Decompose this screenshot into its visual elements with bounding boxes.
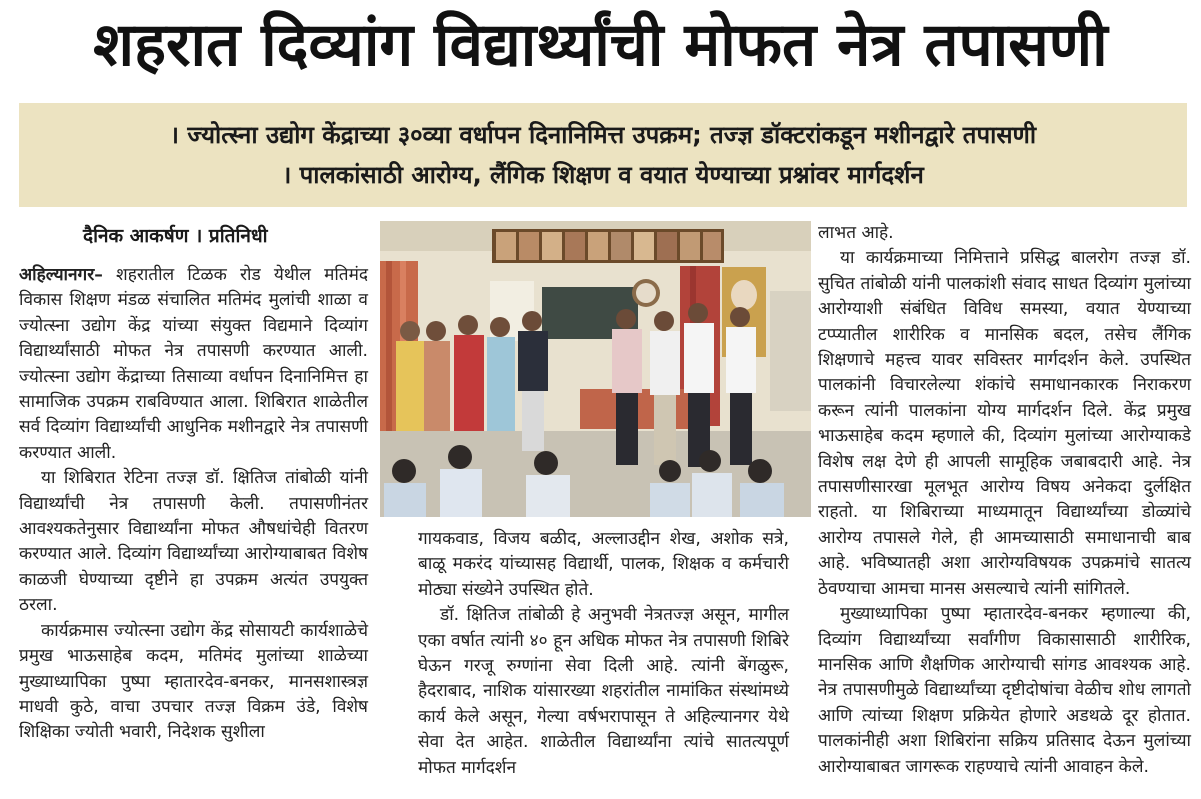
byline: दैनिक आकर्षण । प्रतिनिधी <box>83 225 268 247</box>
subheading-box <box>19 103 1187 207</box>
article-paragraph: मुख्याध्यापिका पुष्पा म्हातारदेव-बनकर म्हणाल्या की, दिव्यांग विद्यार्थ्यांच्या सर्वांगीण विकासासाठी शारीरिक, मानसिक आणि शैक्षणिक आरोग्याची सांगड आवश्यक आहे. नेत्र तपासणीमुळे विद्यार्थ्यांच्या दृष्टीदोषांचा वेळीच शोध लागतो आणि त्यांच्या शिक्षण प्रक्रियेत होणारे अडथळे दूर होतात. पालकांनीही अशा शिबिरांना सक्रिय प्रतिसाद देऊन मुलांच्या आरोग्याबाबत जागरूक राहण्याचे त्यांनी आवाहन केले. <box>818 604 1191 777</box>
article-paragraph: कार्यक्रमास ज्योत्स्ना उद्योग केंद्र सोसायटी कार्यशाळेचे प्रमुख भाऊसाहेब कदम, मतिमंद मुलांच्या शाळेच्या मुख्याध्यापिका पुष्पा म्हातारदेव-बनकर, मानसशास्त्रज्ञ माधवी कुठे, वाचा उपचार तज्ज्ञ विक्रम उंडे, विशेष शिक्षिका ज्योती भवारी, निदेशक सुशीला <box>19 620 368 743</box>
article-photo <box>380 221 811 517</box>
article-column-3 <box>818 221 1191 780</box>
photo-illustration <box>380 221 811 517</box>
subheading-line-2: । पालकांसाठी आरोग्य, लैंगिक शिक्षण व वयात येण्याच्या प्रश्नांवर मार्गदर्शन <box>282 161 924 189</box>
article-paragraph: या कार्यक्रमाच्या निमित्ताने प्रसिद्ध बालरोग तज्ज्ञ डॉ. सुचित तांबोळी यांनी पालकांशी संवाद साधत दिव्यांग मुलांच्या आरोग्याशी संबंधित विविध समस्या, वयात येण्याच्या टप्प्यातील शारीरिक व मानसिक बदल, तसेच लैंगिक शिक्षणाचे महत्त्व यावर सविस्तर मार्गदर्शन केले. उपस्थित पालकांनी विचारलेल्या शंकांचे समाधानकारक निराकरण करून त्यांनी पालकांना योग्य मार्गदर्शन दिले. केंद्र प्रमुख भाऊसाहेब कदम म्हणाले की, दिव्यांग मुलांच्या आरोग्याकडे विशेष लक्ष देणे ही आपली सामूहिक जबाबदारी आहे. नेत्र तपासणीसारखा मूलभूत आरोग्य विषय अनेकदा दुर्लक्षित राहतो. या शिबिराच्या माध्यमातून विद्यार्थ्यांच्या डोळ्यांचे आरोग्य तपासले गेले, ही आमच्यासाठी समाधानाची बाब आहे. भविष्यातही अशा आरोग्यविषयक उपक्रमांचे सातत्य ठेवण्याचा आमचा मानस असल्याचे त्यांनी सांगितले. <box>818 248 1191 599</box>
article-paragraph: या शिबिरात रेटिना तज्ज्ञ डॉ. क्षितिज तांबोळी यांनी विद्यार्थ्यांची नेत्र तपासणी केली. तपासणीनंतर आवश्यकतेनुसार विद्यार्थ्यांना मोफत औषधांचेही वितरण करण्यात आले. दिव्यांग विद्यार्थ्यांच्या आरोग्याबाबत विशेष काळजी घेण्याच्या दृष्टीने हा उपक्रम अत्यंत उपयुक्त ठरला. <box>19 468 368 616</box>
article-paragraph: लाभत आहे. <box>818 223 894 243</box>
article-paragraph <box>19 263 368 466</box>
headline: शहरात दिव्यांग विद्यार्थ्यांची मोफत नेत्र तपासणी <box>93 10 1108 80</box>
subheading-line-1: । ज्योत्स्ना उद्योग केंद्राच्या ३०व्या वर्धापन दिनानिमित्त उपक्रम; तज्ज्ञ डॉक्टरांकडून मशीनद्वारे तपासणी <box>169 121 1037 149</box>
dateline: अहिल्यानगर– <box>19 265 103 285</box>
article-column-1 <box>19 263 368 746</box>
article-column-2 <box>418 527 789 781</box>
paragraph-text: शहरातील टिळक रोड येथील मतिमंद विकास शिक्षण मंडळ संचालित मतिमंद मुलांची शाळा व ज्योत्स्ना उद्योग केंद्र यांच्या संयुक्त विद्यमाने दिव्यांग विद्यार्थ्यांसाठी मोफत नेत्र तपासणी करण्यात आली. ज्योत्स्ना उद्योग केंद्राच्या तिसाव्या वर्धापन दिनानिमित्त हा सामाजिक उपक्रम राबविण्यात आला. शिबिरात शाळेतील सर्व दिव्यांग विद्यार्थ्यांची आधुनिक मशीनद्वारे नेत्र तपासणी करण्यात आली. <box>19 265 368 463</box>
article-paragraph: डॉ. क्षितिज तांबोळी हे अनुभवी नेत्रतज्ज्ञ असून, मागील एका वर्षात त्यांनी ४० हून अधिक मोफत नेत्र तपासणी शिबिरे घेऊन गरजू रुग्णांना सेवा दिली आहे. त्यांनी बेंगळुरू, हैदराबाद, नाशिक यांसारख्या शहरांतील नामांकित संस्थांमध्ये कार्य केले असून, गेल्या वर्षभरापासून ते अहिल्यानगर येथे सेवा देत आहेत. शाळेतील विद्यार्थ्यांना त्यांचे सातत्यपूर्ण मोफत मार्गदर्शन <box>418 605 789 778</box>
article-paragraph: गायकवाड, विजय बळीद, अल्लाउद्दीन शेख, अशोक सत्रे, बाळू मकरंद यांच्यासह विद्यार्थी, पालक, शिक्षक व कर्मचारी मोठ्या संख्येने उपस्थित होते. <box>418 529 789 600</box>
